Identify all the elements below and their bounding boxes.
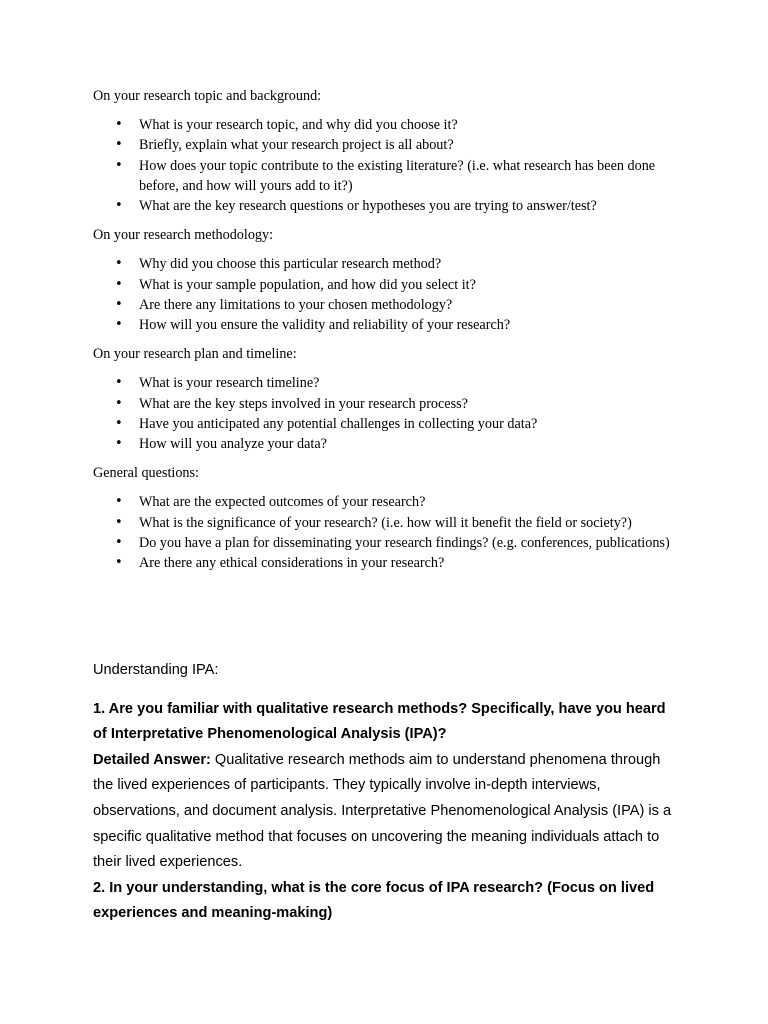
section-heading: On your research methodology: xyxy=(93,227,274,244)
question-list xyxy=(93,254,683,335)
list-item: • What is your sample population, and how did you select it? xyxy=(93,275,683,295)
list-item: • What are the expected outcomes of your research? xyxy=(93,492,683,512)
list-item: • What are the key research questions or hypotheses you are trying to answer/test? xyxy=(93,196,683,216)
list-item: • Are there any limitations to your chosen methodology? xyxy=(93,295,683,315)
list-item: • What is your research topic, and why did you choose it? xyxy=(93,115,683,135)
section-heading: On your research plan and timeline: xyxy=(93,346,297,363)
answer-text: Qualitative research methods aim to understand phenomena through the lived experiences of participants. They typically involve in-depth interviews, observations, and document analysis. Interpretative Phenomenological Analysis (IPA) is a specific qualitative method that focuses on uncovering the meaning individuals attach to their lived experiences. xyxy=(93,751,672,871)
question-list xyxy=(93,492,683,573)
list-item: • Have you anticipated any potential challenges in collecting your data? xyxy=(93,414,683,434)
interview-questions xyxy=(93,86,683,582)
list-item: • What are the key steps involved in your research process? xyxy=(93,394,683,414)
ipa-heading: Understanding IPA: xyxy=(93,662,219,678)
list-item: • How does your topic contribute to the existing literature? (i.e. what research has been done before, and how will yours add to it?) xyxy=(93,156,683,196)
list-item: • How will you analyze your data? xyxy=(93,434,683,454)
question-2: 2. In your understanding, what is the core focus of IPA research? (Focus on lived experiences and meaning-making) xyxy=(93,879,655,922)
question-1: 1. Are you familiar with qualitative research methods? Specifically, have you heard of Interpretative Phenomenological Analysis (IPA)? xyxy=(93,700,666,743)
section-general xyxy=(93,463,683,573)
list-item: • Briefly, explain what your research project is all about? xyxy=(93,135,683,155)
section-heading: General questions: xyxy=(93,465,199,482)
section-heading: On your research topic and background: xyxy=(93,88,322,104)
section-plan-timeline xyxy=(93,344,683,454)
list-item: • Do you have a plan for disseminating your research findings? (e.g. conferences, publications) xyxy=(93,533,683,553)
section-methodology xyxy=(93,225,683,335)
list-item: • What is your research timeline? xyxy=(93,373,683,393)
list-item: • How will you ensure the validity and reliability of your research? xyxy=(93,315,683,335)
answer-label: Detailed Answer: xyxy=(93,751,211,768)
list-item: • What is the significance of your research? (i.e. how will it benefit the field or society?) xyxy=(93,513,683,533)
answer-1 xyxy=(93,748,683,876)
question-list xyxy=(93,373,683,454)
question-list xyxy=(93,115,683,216)
list-item: • Are there any ethical considerations in your research? xyxy=(93,553,683,573)
section-topic-background xyxy=(93,86,683,216)
list-item: • Why did you choose this particular research method? xyxy=(93,254,683,274)
understanding-ipa-section xyxy=(93,658,683,927)
